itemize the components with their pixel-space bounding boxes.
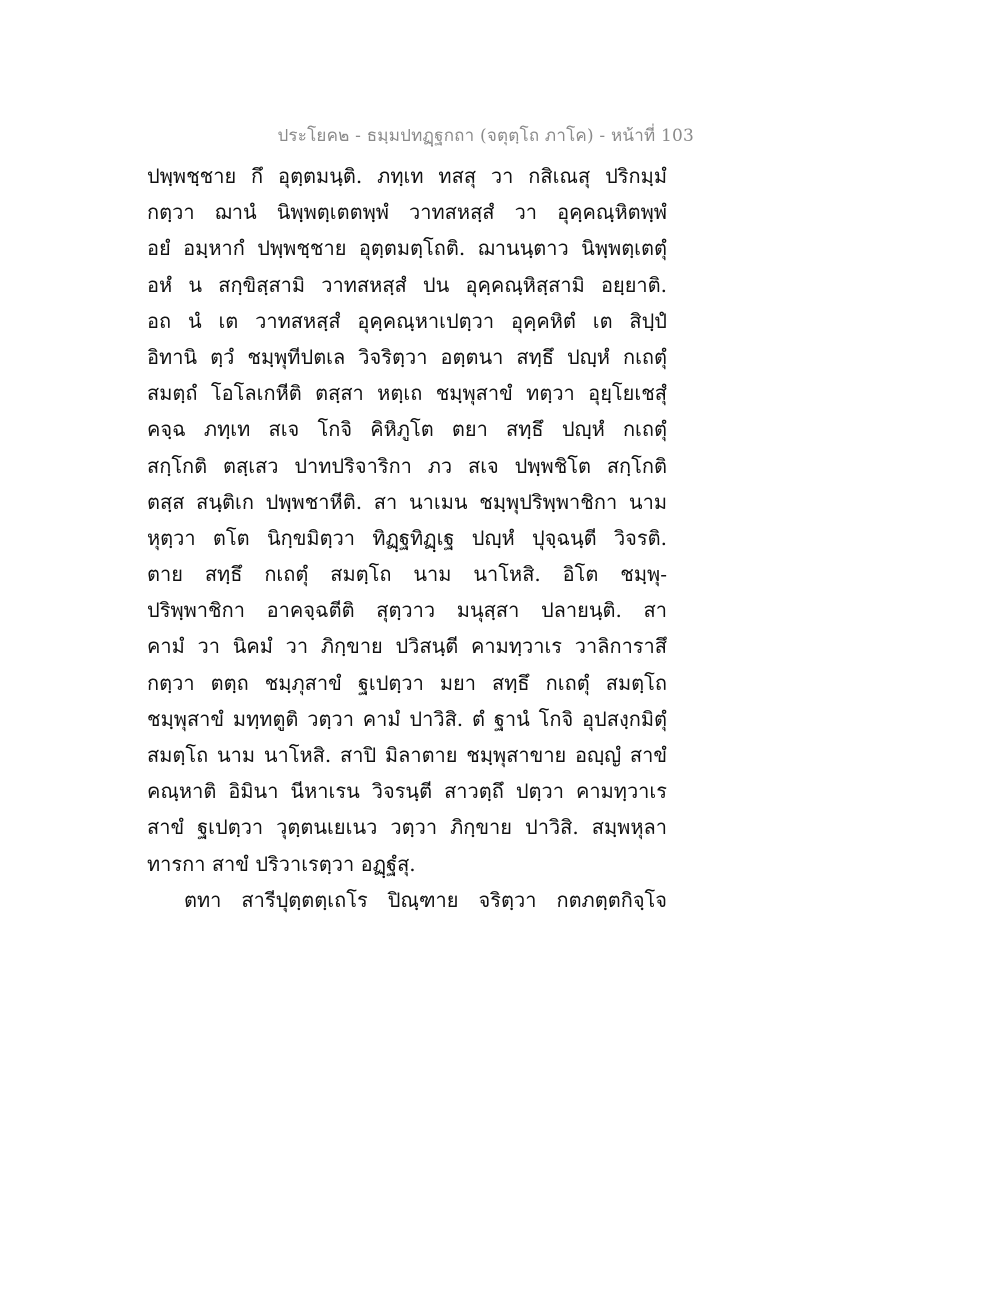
text-line: อิทานิ ตฺวํ ชมฺพุทีปตเล วิจริตฺวา อตฺตนา สทฺธึ ปญฺหํ กเถตุํ [147,344,667,369]
text-line: หุตฺวา ตโต นิกฺขมิตฺวา ทิฏฺฐทิฏฺเฐ ปญฺหํ ปุจฺฉนฺตี วิจรติ. [147,525,667,550]
text-line: คามํ วา นิคมํ วา ภิกฺขาย ปวิสนฺตี คามทฺวาเร วาลิการาสึ [147,634,667,659]
text-line: อหํ น สกฺขิสฺสามิ วาทสหสฺสํ ปน อุคฺคณฺหิสฺสามิ อยฺยาติ. [147,272,667,297]
text-line: ปริพฺพาชิกา อาคจฺฉตีติ สุตฺวาว มนุสฺสา ปลายนฺติ. สา [147,598,667,623]
paragraph-end-line: ทารกา สาขํ ปริวาเรตฺวา อฏฺฐํสุ. [147,851,416,876]
text-line: กตฺวา ฌานํ นิพฺพตฺเตตพฺพํ วาทสหสฺสํ วา อุคฺคณฺหิตพฺพํ [147,200,667,225]
text-line: สาขํ ฐเปตฺวา วุตฺตนเยเนว วตฺวา ภิกฺขาย ปาวิสิ. สมฺพหุลา [147,815,667,840]
text-line: ตสฺส สนฺติเก ปพฺพชาหีติ. สา นาเมน ชมฺพุปริพฺพาชิกา นาม [147,489,667,514]
text-line: สมตฺถํ โอโลเกหีติ ตสฺสา หตฺเถ ชมฺพุสาขํ ทตฺวา อุยฺโยเชสุํ [147,381,667,406]
text-line: สกฺโกติ ตสฺเสว ปาทปริจาริกา ภว สเจ ปพฺพชิโต สกฺโกติ [147,453,667,478]
running-header: ประโยค๒ - ธมฺมปทฏฺฐกถา (จตุตฺโถ ภาโค) - หน้าที่ 103 [277,126,694,146]
body-text [147,158,667,918]
paragraph-start-line: ตทา สารีปุตฺตตฺเถโร ปิณฺฑาย จริตฺวา กตภตฺตกิจฺโจ [184,887,667,912]
text-line: ตาย สทฺธึ กเถตุํ สมตฺโถ นาม นาโหสิ. อิโต ชมฺพุ- [147,562,667,587]
text-line: คจฺฉ ภทฺเท สเจ โกจิ คิหิภูโต ตยา สทฺธึ ปญฺหํ กเถตุํ [147,417,667,442]
text-line: คณฺหาติ อิมินา นีหาเรน วิจรนฺตี สาวตฺถึ ปตฺวา คามทฺวาเร [147,779,667,804]
text-line: อยํ อมฺหากํ ปพฺพชฺชาย อุตฺตมตฺโถติ. ฌานนฺตาว นิพฺพตฺเตตุํ [147,236,667,261]
text-line: ปพฺพชฺชาย กึ อุตฺตมนฺติ. ภทฺเท ทสสุ วา กสิเณสุ ปริกมฺมํ [147,164,667,188]
text-line: อถ นํ เต วาทสหสฺสํ อุคฺคณฺหาเปตฺวา อุคฺคหิตํ เต สิปฺปํ [147,308,667,333]
text-line: สมตฺโถ นาม นาโหสิ. สาปิ มิลาตาย ชมฺพุสาขาย อญฺญํ สาขํ [147,743,667,767]
text-line: กตฺวา ตตฺถ ชมฺภุสาขํ ฐเปตฺวา มยา สทฺธึ กเถตุํ สมตฺโถ [147,670,667,695]
text-line: ชมฺพุสาขํ มทฺทตูติ วตฺวา คามํ ปาวิสิ. ตํ ฐานํ โกจิ อุปสงฺกมิตุํ [147,706,667,731]
